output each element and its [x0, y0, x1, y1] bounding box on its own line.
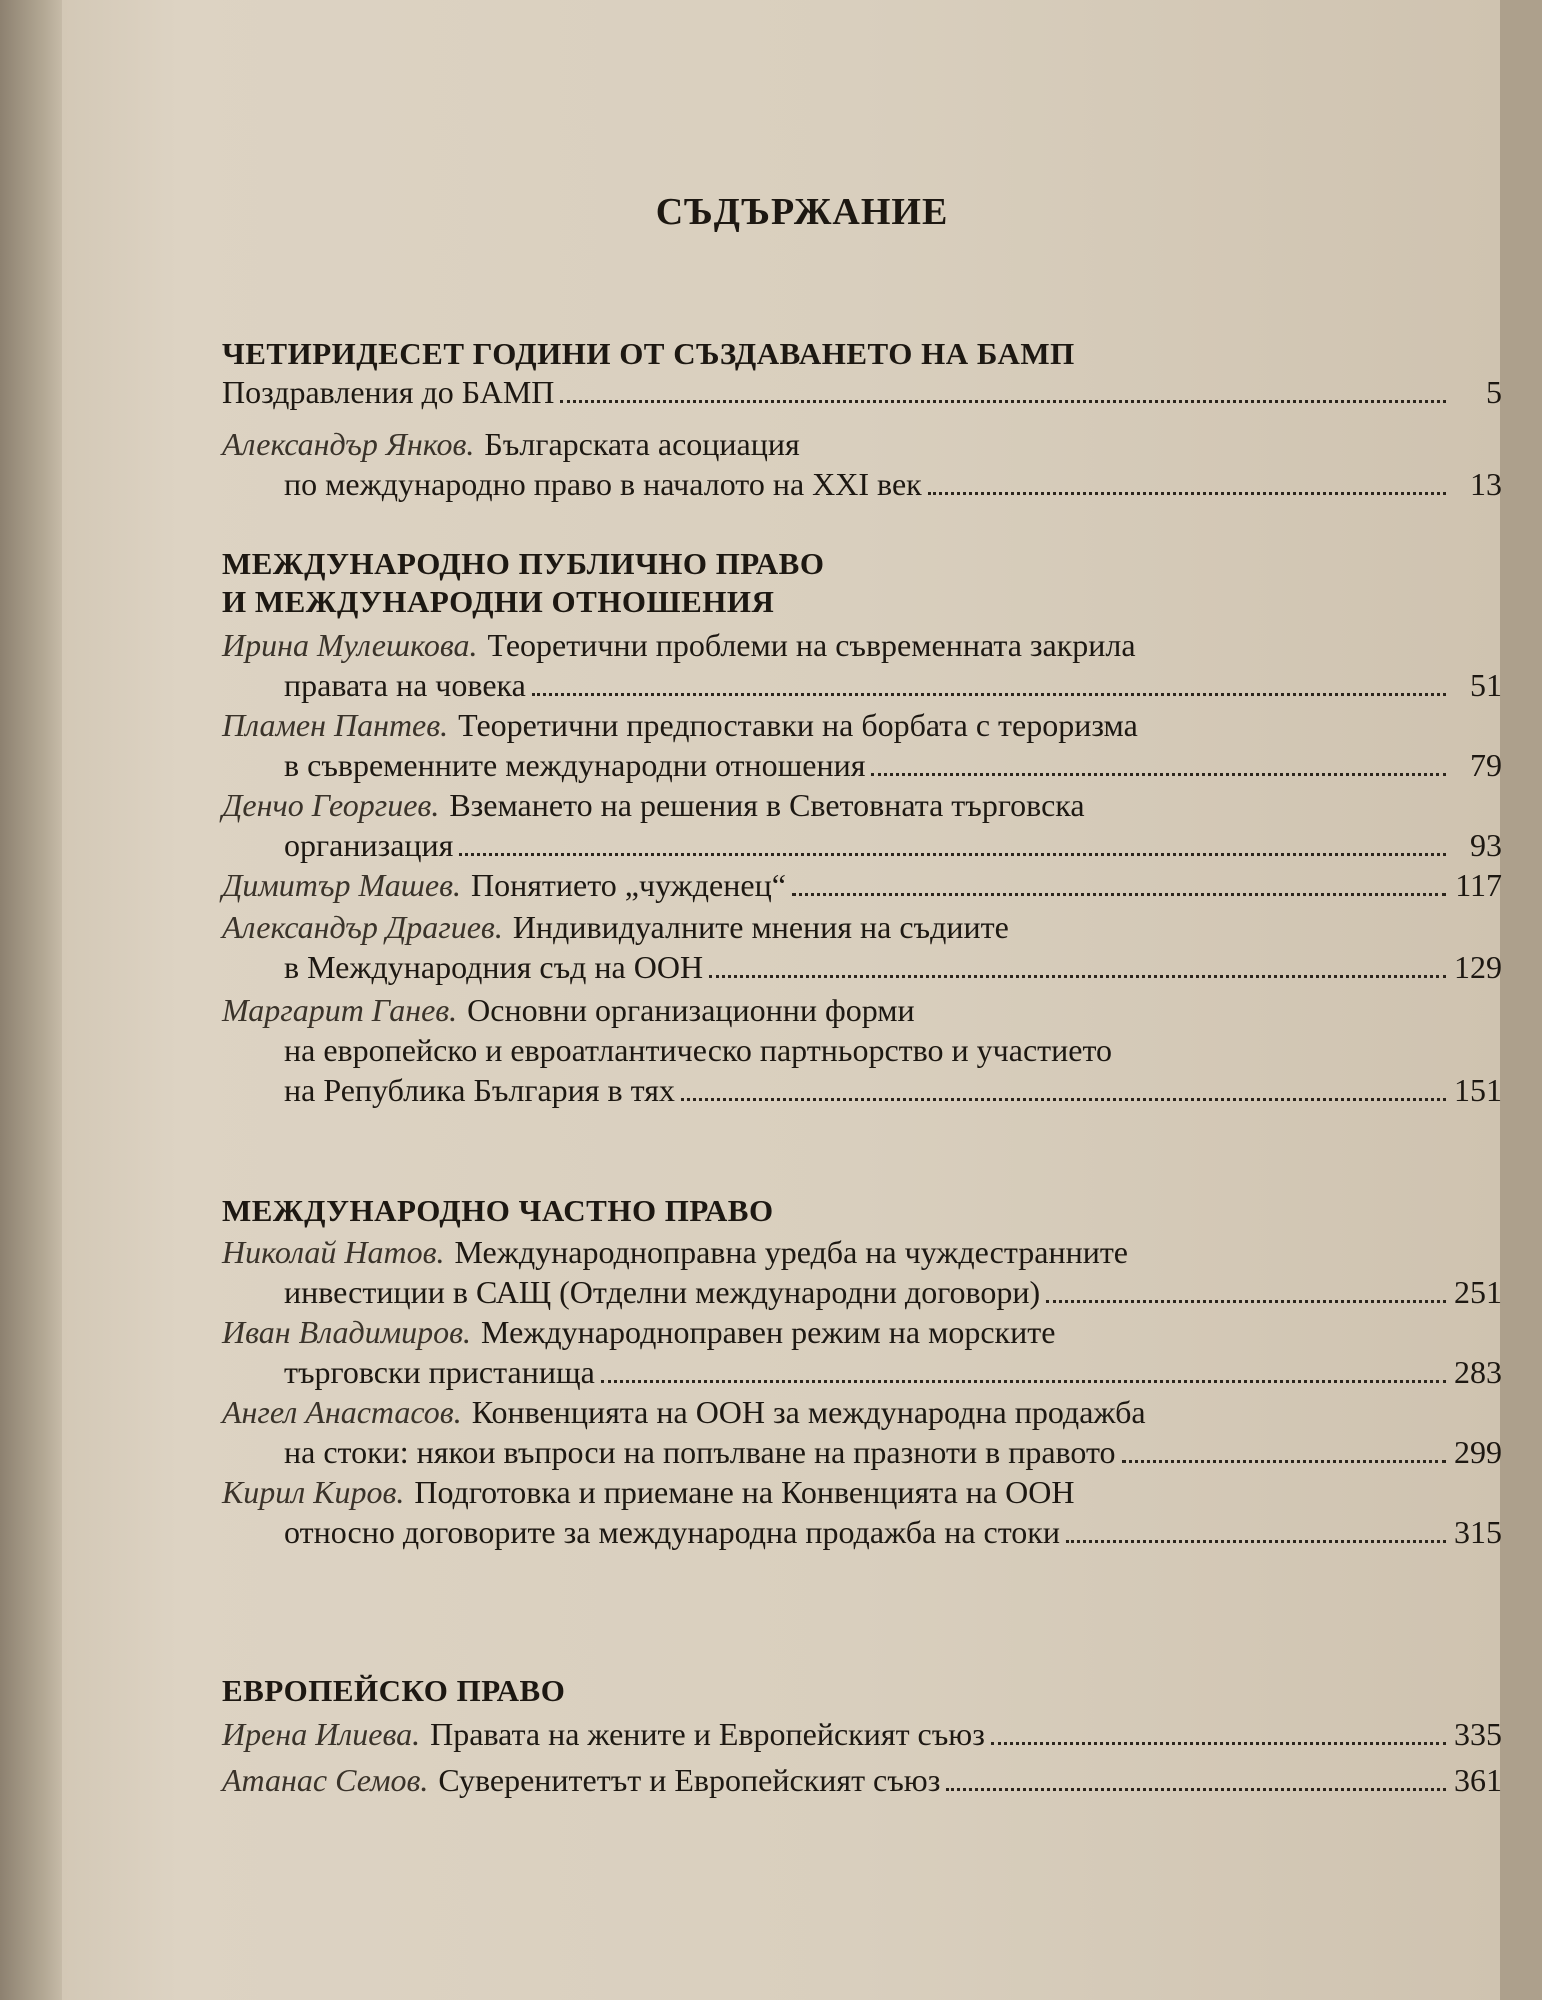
entry-title: на европейско и евроатлантическо партньорство и участието [284, 1032, 1113, 1068]
section-heading-line: МЕЖДУНАРОДНО ЧАСТНО ПРАВО [222, 1193, 774, 1228]
toc-line [222, 1030, 1502, 1070]
entry-title: Суверенитетът и Европейският съюз [438, 1762, 941, 1798]
dot-leader [681, 1076, 1446, 1101]
entry-title: Вземането на решения в Световната търговска [449, 787, 1085, 823]
entry-title: Конвенцията на ООН за международна продажба [471, 1394, 1146, 1430]
entry-title: в Международния съд на ООН [284, 949, 704, 985]
entry-title: Подготовка и приемане на Конвенцията на ООН [414, 1474, 1075, 1510]
entry-title: Индивидуалните мнения на съдиите [512, 909, 1009, 945]
toc-entry[interactable] [222, 1760, 1502, 1800]
toc-line [222, 947, 1502, 987]
section-heading-line: МЕЖДУНАРОДНО ПУБЛИЧНО ПРАВО [222, 546, 825, 581]
toc-line [222, 1272, 1502, 1312]
toc-entry[interactable] [222, 990, 1502, 1110]
entry-author: Ангел Анастасов. [222, 1394, 462, 1430]
page-number: 13 [1470, 466, 1502, 502]
toc-entry[interactable] [222, 424, 1502, 504]
entry-title: относно договорите за международна продажба на стоки [284, 1514, 1060, 1550]
entry-title: в съвременните международни отношения [284, 747, 866, 783]
toc-line [222, 1472, 1502, 1512]
dot-leader [991, 1720, 1446, 1745]
toc-line [222, 372, 1502, 412]
entry-title: Понятието „чужденец“ [470, 867, 786, 903]
toc-line [222, 424, 1502, 464]
entry-author: Иван Владимиров. [222, 1314, 472, 1350]
entry-title: организация [284, 827, 454, 863]
section-heading-line: ЕВРОПЕЙСКО ПРАВО [222, 1673, 566, 1708]
dot-leader [1066, 1518, 1446, 1543]
entry-title: на Република България в тях [284, 1072, 675, 1108]
toc-line [222, 1070, 1502, 1110]
toc-line [222, 907, 1502, 947]
entry-author: Маргарит Ганев. [222, 992, 458, 1028]
entry-title: Поздравления до БАМП [222, 374, 555, 410]
page-number: 299 [1454, 1434, 1502, 1470]
toc-line [222, 785, 1502, 825]
entry-title: на стоки: някои въпроси на попълване на празноти в правото [284, 1434, 1116, 1470]
page-title: СЪДЪРЖАНИЕ [655, 191, 949, 233]
toc-line [222, 1760, 1502, 1800]
dot-leader [792, 871, 1446, 896]
entry-title: Правата на жените и Европейският съюз [430, 1716, 985, 1752]
entry-author: Атанас Семов. [222, 1762, 429, 1798]
toc-line [222, 1432, 1502, 1472]
toc-line [222, 1714, 1502, 1754]
entry-author: Николай Натов. [222, 1234, 445, 1270]
page-number: 151 [1454, 1072, 1502, 1108]
toc-entry[interactable] [222, 865, 1502, 905]
section-heading-line: И МЕЖДУНАРОДНИ ОТНОШЕНИЯ [222, 584, 775, 619]
toc-line [222, 665, 1502, 705]
toc-line [222, 1352, 1502, 1392]
entry-author: Кирил Киров. [222, 1474, 405, 1510]
dot-leader [1046, 1278, 1446, 1303]
toc-entry[interactable] [222, 907, 1502, 987]
page-number: 51 [1470, 667, 1502, 703]
dot-leader [928, 470, 1446, 495]
toc-line [222, 1512, 1502, 1552]
dot-leader [709, 953, 1446, 978]
page-number: 283 [1454, 1354, 1502, 1390]
toc-line [222, 705, 1502, 745]
entry-title: Международноправен режим на морските [481, 1314, 1056, 1350]
toc-line [222, 825, 1502, 865]
toc-line [222, 990, 1502, 1030]
entry-title: Основни организационни форми [467, 992, 915, 1028]
entry-title: по международно право в началото на XXI век [284, 466, 922, 502]
toc-entry[interactable] [222, 372, 1502, 412]
toc-entry[interactable] [222, 1312, 1502, 1392]
page-number: 315 [1454, 1514, 1502, 1550]
page-number: 5 [1486, 374, 1502, 410]
dot-leader [1122, 1438, 1446, 1463]
section-heading [222, 1672, 565, 1710]
toc-line [222, 464, 1502, 504]
toc-line [222, 1392, 1502, 1432]
page-number: 361 [1454, 1762, 1502, 1798]
toc-entry[interactable] [222, 1714, 1502, 1754]
toc-entry[interactable] [222, 1232, 1502, 1312]
page-number: 129 [1454, 949, 1502, 985]
page-number: 93 [1470, 827, 1502, 863]
entry-title: Международноправна уредба на чуждестранните [454, 1234, 1128, 1270]
section-heading-line: ЧЕТИРИДЕСЕТ ГОДИНИ ОТ СЪЗДАВАНЕТО НА БАМП [222, 336, 1075, 371]
toc-entry[interactable] [222, 625, 1502, 705]
dot-leader [532, 671, 1446, 696]
entry-title: Теоретични предпоставки на борбата с тероризма [458, 707, 1138, 743]
section-heading [222, 335, 1075, 373]
dot-leader [871, 751, 1446, 776]
toc-line [222, 625, 1502, 665]
toc-entry[interactable] [222, 1472, 1502, 1552]
dot-leader [601, 1358, 1446, 1383]
entry-author: Ирина Мулешкова. [222, 627, 478, 663]
toc-entry[interactable] [222, 705, 1502, 785]
entry-title: Теоретични проблеми на съвременната закрила [487, 627, 1136, 663]
dot-leader [560, 378, 1446, 403]
toc-entry[interactable] [222, 1392, 1502, 1472]
entry-title: Българската асоциация [484, 426, 800, 462]
section-heading [222, 545, 824, 621]
toc-line [222, 745, 1502, 785]
dot-leader [459, 831, 1446, 856]
entry-title: търговски пристанища [284, 1354, 595, 1390]
entry-author: Пламен Пантев. [222, 707, 449, 743]
entry-title: правата на човека [284, 667, 526, 703]
toc-line [222, 1232, 1502, 1272]
book-page [62, 0, 1500, 2000]
entry-author: Ирена Илиева. [222, 1716, 421, 1752]
entry-author: Александър Янков. [222, 426, 475, 462]
entry-title: инвестиции в САЩ (Отделни международни договори) [284, 1274, 1041, 1310]
entry-author: Александър Драгиев. [222, 909, 503, 945]
page-number: 117 [1455, 867, 1502, 903]
page-number: 251 [1454, 1274, 1502, 1310]
entry-author: Денчо Георгиев. [222, 787, 440, 823]
toc-line [222, 865, 1502, 905]
entry-author: Димитър Машев. [222, 867, 461, 903]
dot-leader [946, 1766, 1446, 1791]
section-heading [222, 1192, 774, 1230]
page-number: 335 [1454, 1716, 1502, 1752]
toc-entry[interactable] [222, 785, 1502, 865]
page-number: 79 [1470, 747, 1502, 783]
toc-line [222, 1312, 1502, 1352]
